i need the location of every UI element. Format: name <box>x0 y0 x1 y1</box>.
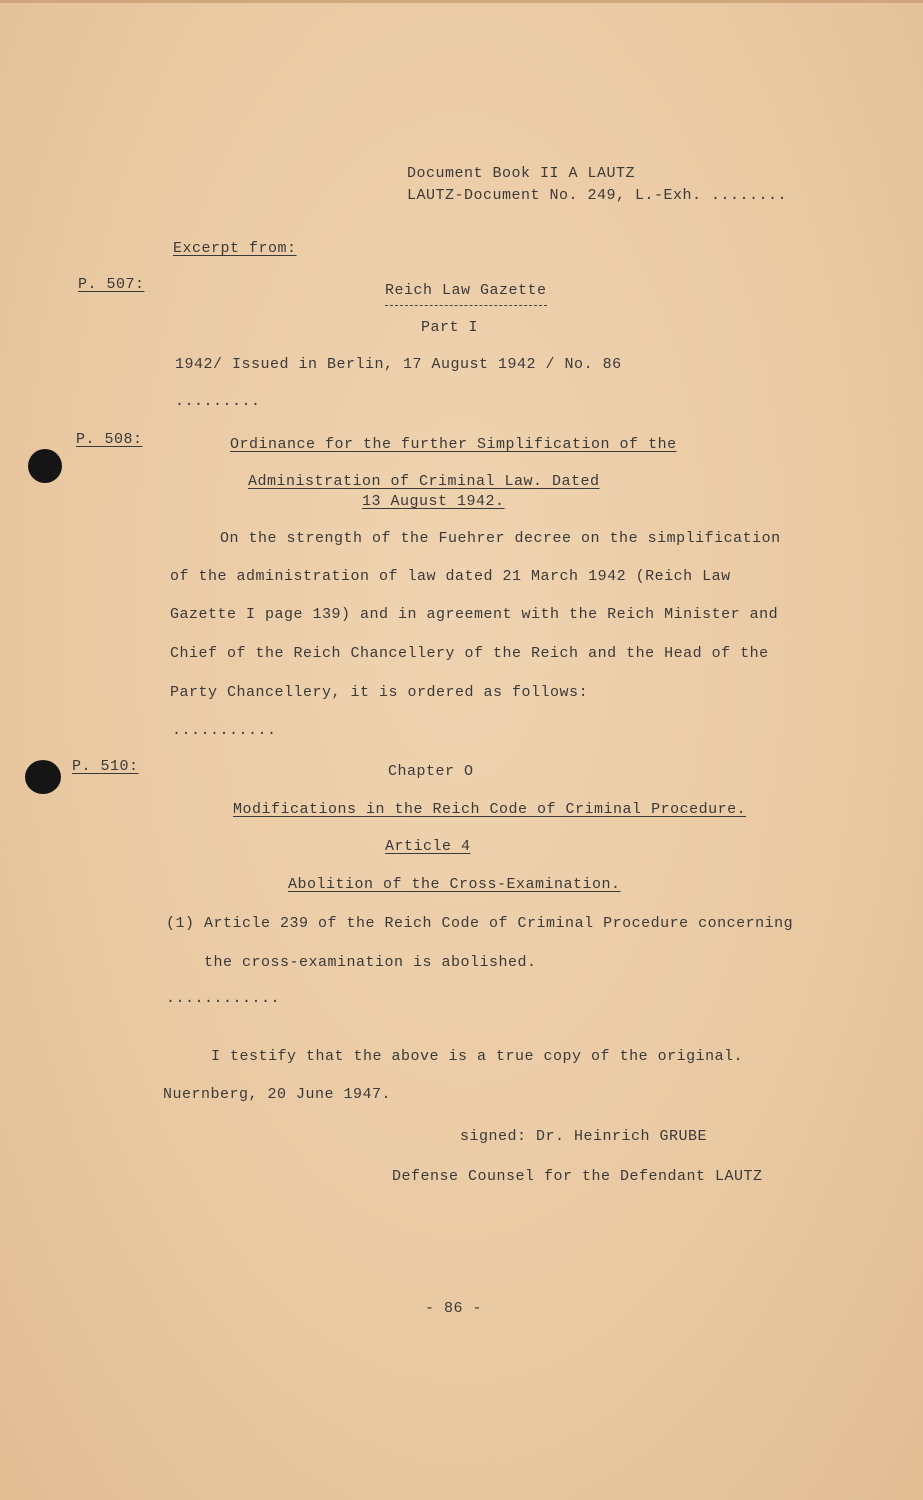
ellipsis-3: ............ <box>166 990 281 1007</box>
punch-hole-bottom <box>25 760 61 794</box>
header-line-2: LAUTZ-Document No. 249, L.-Exh. ........ <box>407 187 788 204</box>
chapter-title: Chapter O <box>388 763 474 780</box>
ordinance-body-line-1: On the strength of the Fuehrer decree on the simplification <box>220 530 781 547</box>
ordinance-title-1: Ordinance for the further Simplification of the <box>230 436 677 453</box>
gazette-part: Part I <box>421 319 479 336</box>
article-number: Article 4 <box>385 838 471 855</box>
chapter-subtitle: Modifications in the Reich Code of Criminal Procedure. <box>233 801 747 818</box>
gazette-divider <box>385 305 547 306</box>
page-number: - 86 - <box>425 1300 483 1317</box>
excerpt-label: Excerpt from: <box>173 240 297 257</box>
punch-hole-top <box>28 449 62 483</box>
ordinance-title-3: 13 August 1942. <box>362 493 505 510</box>
gazette-issue: 1942/ Issued in Berlin, 17 August 1942 / No. 86 <box>175 356 622 373</box>
page-ref-508: P. 508: <box>76 431 143 448</box>
paragraph-1-line-2: the cross-examination is abolished. <box>204 954 537 971</box>
paragraph-1-line-1: (1) Article 239 of the Reich Code of Criminal Procedure concerning <box>166 915 794 932</box>
ordinance-body-line-5: Party Chancellery, it is ordered as follows: <box>170 684 589 701</box>
gazette-title: Reich Law Gazette <box>385 282 547 299</box>
ellipsis-2: ........... <box>172 722 277 739</box>
certification-place-date: Nuernberg, 20 June 1947. <box>163 1086 392 1103</box>
signature-line: signed: Dr. Heinrich GRUBE <box>460 1128 708 1145</box>
ordinance-title-2: Administration of Criminal Law. Dated <box>248 473 600 490</box>
ordinance-body-line-4: Chief of the Reich Chancellery of the Reich and the Head of the <box>170 645 769 662</box>
certification-statement: I testify that the above is a true copy of the original. <box>211 1048 744 1065</box>
top-edge <box>0 0 923 3</box>
ordinance-body-line-2: of the administration of law dated 21 March 1942 (Reich Law <box>170 568 731 585</box>
page-ref-510: P. 510: <box>72 758 139 775</box>
ellipsis-1: ......... <box>175 393 261 410</box>
ordinance-body-line-3: Gazette I page 139) and in agreement with the Reich Minister and <box>170 606 779 623</box>
header-line-1: Document Book II A LAUTZ <box>407 165 636 182</box>
signatory-role: Defense Counsel for the Defendant LAUTZ <box>392 1168 763 1185</box>
page-ref-507: P. 507: <box>78 276 145 293</box>
article-title: Abolition of the Cross-Examination. <box>288 876 621 893</box>
